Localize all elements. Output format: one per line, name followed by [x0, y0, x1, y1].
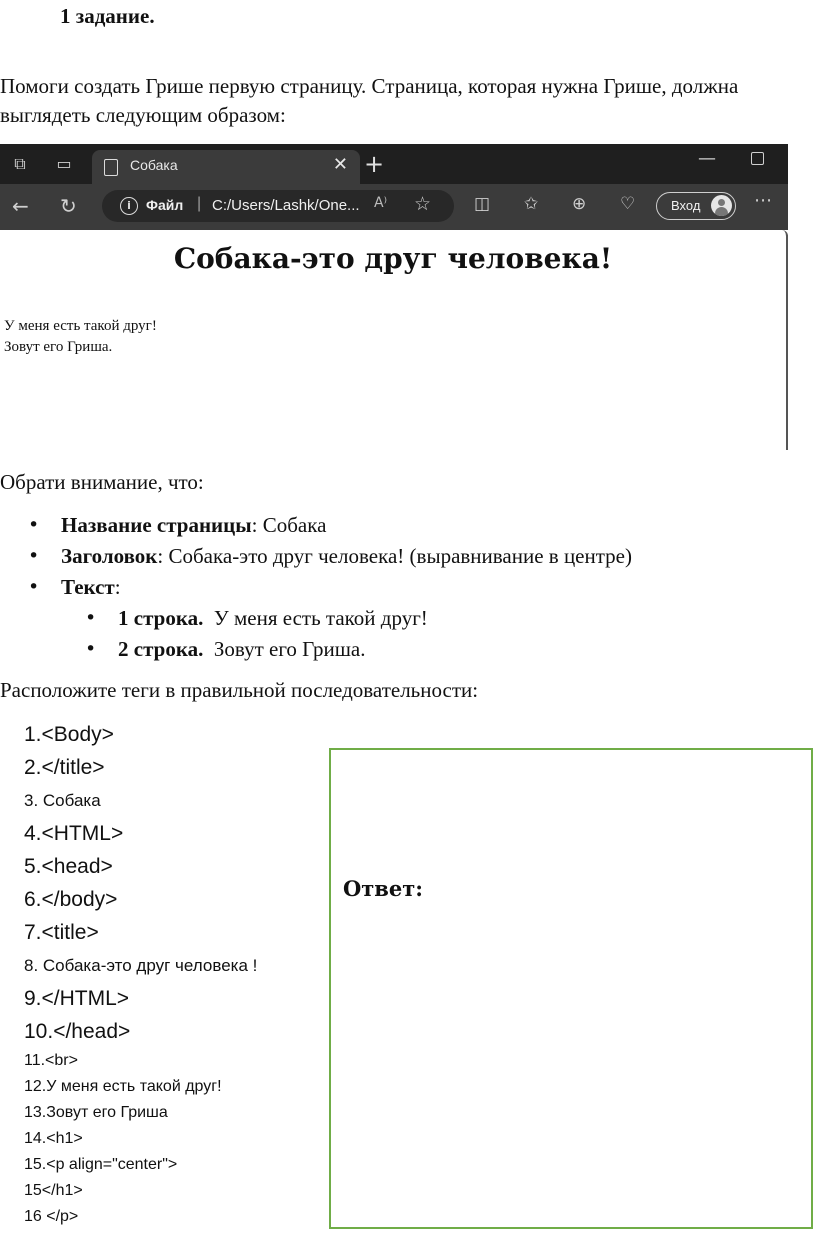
tab-bar	[0, 144, 788, 184]
workspaces-icon[interactable]: ⧉	[14, 154, 26, 173]
item-label: 1 строка.	[118, 606, 204, 630]
list-item: 4.<HTML>	[24, 822, 124, 845]
address-url: C:/Users/Lashk/One...	[212, 197, 360, 214]
browser-screenshot	[0, 144, 788, 450]
address-scheme-label: Файл	[146, 197, 184, 213]
back-icon[interactable]: ←	[12, 194, 29, 218]
list-item: 13.Зовут его Гриша	[24, 1104, 168, 1121]
list-item: 8. Собака-это друг человека !	[24, 956, 258, 975]
arrange-instruction: Расположите теги в правильной последовательности:	[0, 678, 479, 702]
item-text: :	[114, 575, 121, 599]
list-item: 15.<p align="center">	[24, 1156, 178, 1173]
tab-sobaka[interactable]	[92, 150, 360, 184]
list-item: 10.</head>	[24, 1020, 131, 1043]
page-heading: Собака-это друг человека!	[173, 242, 613, 275]
item-text: У меня есть такой друг!	[203, 606, 428, 630]
list-item: 16 </p>	[24, 1208, 79, 1225]
list-item: 5.<head>	[24, 855, 113, 878]
requirements-list	[28, 510, 632, 665]
info-icon[interactable]: i	[120, 197, 138, 215]
list-item: 7.<title>	[24, 921, 99, 944]
notice-text: Обрати внимание, что:	[0, 470, 204, 494]
page-line-2: Зовут его Гриша.	[4, 339, 113, 355]
list-item: 12.У меня есть такой друг!	[24, 1078, 222, 1095]
list-item	[85, 603, 632, 634]
list-item: 6.</body>	[24, 888, 118, 911]
item-label: 2 строка.	[118, 637, 204, 661]
more-icon[interactable]: ⋯	[754, 190, 772, 211]
new-tab-icon[interactable]: +	[364, 150, 385, 178]
list-item: 1.<Body>	[24, 723, 114, 746]
favorite-icon[interactable]: ☆	[414, 193, 432, 215]
list-item: 11.<br>	[24, 1052, 78, 1069]
list-item	[85, 634, 632, 665]
item-label: Заголовок	[61, 544, 158, 568]
item-text: : Собака	[251, 513, 327, 537]
answer-box[interactable]	[329, 748, 813, 1229]
health-icon[interactable]: ♡	[620, 194, 636, 214]
page-body-text	[4, 316, 157, 358]
list-item: 2.</title>	[24, 756, 105, 779]
browser-toolbar	[0, 184, 788, 230]
address-bar[interactable]	[102, 190, 454, 222]
avatar-icon	[711, 195, 732, 216]
minimize-icon[interactable]: —	[698, 148, 716, 169]
tab-actions-icon[interactable]: ▭	[56, 154, 72, 173]
list-item: 9.</HTML>	[24, 987, 130, 1010]
split-screen-icon[interactable]: ◫	[474, 194, 491, 214]
item-text: : Собака-это друг человека! (выравнивание в центре)	[157, 544, 632, 568]
tag-list	[24, 718, 257, 1230]
refresh-icon[interactable]: ↻	[60, 194, 77, 218]
list-item: 15</h1>	[24, 1182, 83, 1199]
collections-icon[interactable]: ⊕	[572, 194, 587, 214]
tab-title: Собака	[130, 157, 178, 173]
answer-label: Ответ:	[343, 876, 424, 901]
page-line-1: У меня есть такой друг!	[4, 318, 157, 334]
page-icon	[104, 159, 118, 176]
list-item	[28, 541, 632, 572]
item-label: Название страницы	[61, 513, 252, 537]
login-label: Вход	[671, 198, 701, 213]
list-item: 3. Собака	[24, 791, 101, 810]
item-label: Текст	[61, 575, 115, 599]
address-separator: |	[197, 195, 202, 212]
list-item	[28, 510, 632, 541]
list-item	[28, 572, 632, 603]
intro-text: Помоги создать Грише первую страницу. Страница, которая нужна Грише, должна выглядеть следующим образом:	[0, 74, 739, 127]
favorites-icon[interactable]: ✩	[524, 194, 539, 214]
close-icon[interactable]: ✕	[332, 154, 348, 175]
item-text: Зовут его Гриша.	[203, 637, 366, 661]
read-aloud-icon[interactable]: A⁾	[374, 195, 388, 211]
task-title: 1 задание.	[60, 4, 155, 28]
page-viewport	[0, 230, 788, 450]
maximize-icon[interactable]	[751, 152, 764, 165]
list-item: 14.<h1>	[24, 1130, 83, 1147]
login-button[interactable]	[656, 192, 736, 220]
